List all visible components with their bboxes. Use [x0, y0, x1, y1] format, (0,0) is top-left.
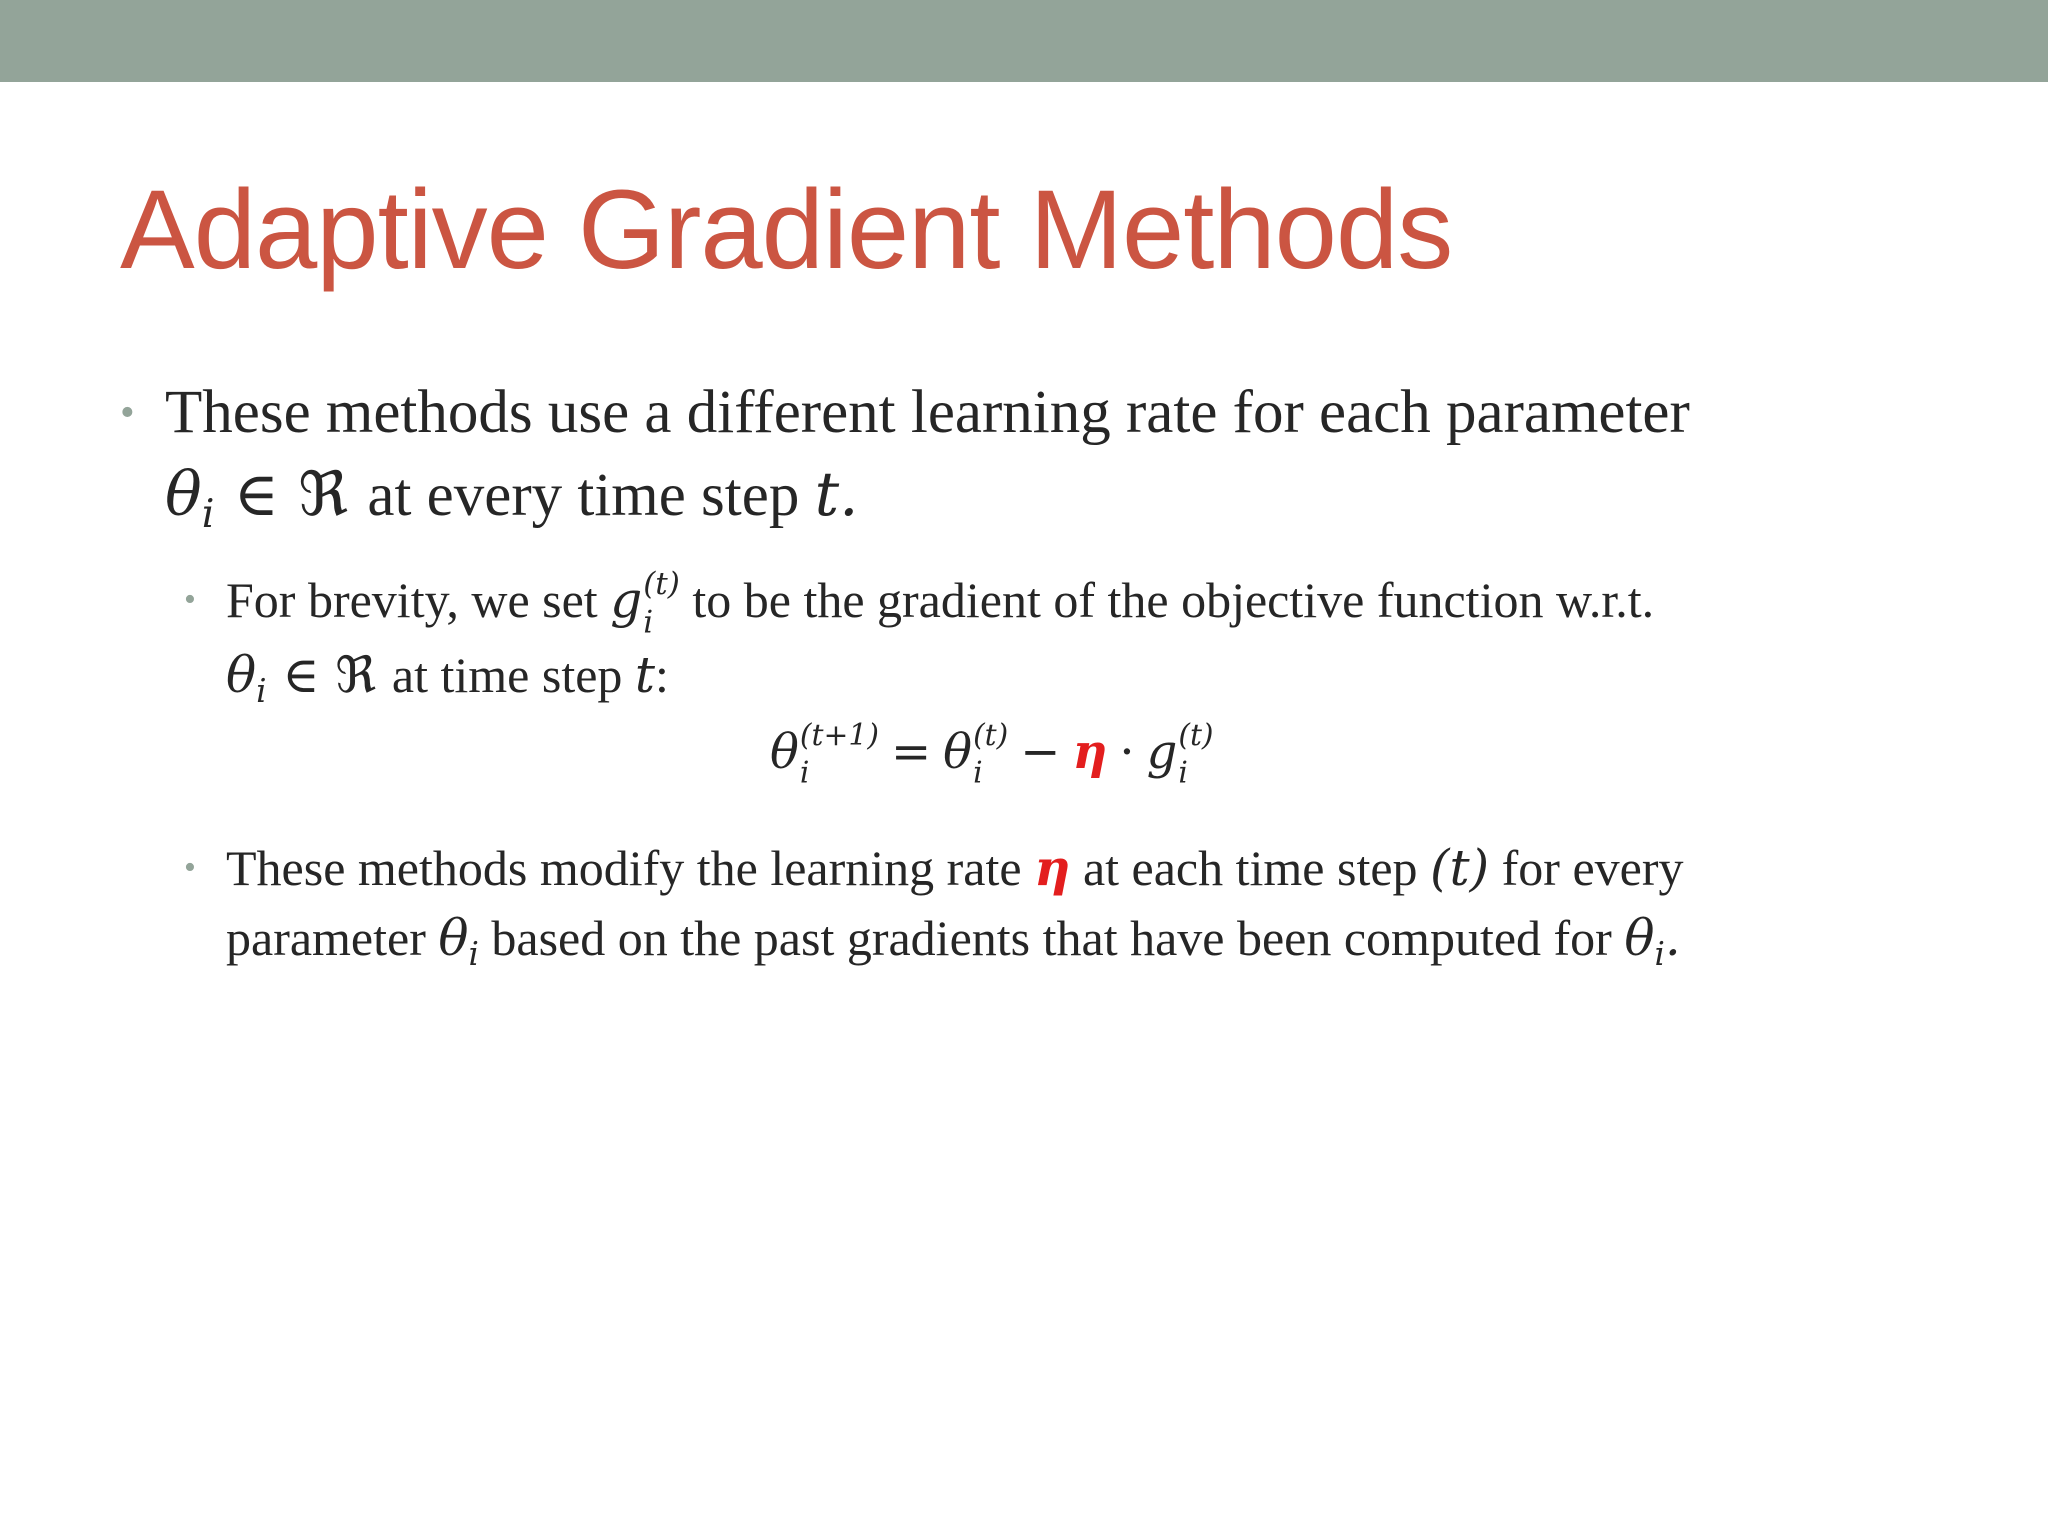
subscript-i: i — [643, 604, 654, 641]
subscript-i: i — [1178, 755, 1188, 791]
bullet-2-line-2 — [226, 640, 669, 726]
subscript-i: i — [201, 490, 215, 537]
time-variable-t: t — [814, 459, 840, 530]
bullet-3-text-a: These methods modify the learning rate — [226, 840, 1035, 896]
subscript-i: i — [468, 934, 479, 973]
bullet-3-line-2 — [226, 903, 1681, 989]
gradient-indices — [1178, 718, 1214, 791]
superscript-t: (t) — [973, 718, 1009, 754]
subscript-i: i — [1654, 934, 1665, 973]
theta-next-indices — [799, 718, 879, 791]
dot-operator: · — [1119, 724, 1135, 780]
bullet-3-line-1 — [226, 833, 1683, 903]
period: . — [1664, 909, 1681, 967]
slide-title: Adaptive Gradient Methods — [120, 167, 1453, 292]
bullet-1-line-2-text: at every time step — [367, 462, 815, 529]
element-of-reals: ∈ ℜ — [266, 646, 392, 704]
bullet-2-text-b: to be the gradient of the objective function w.r.t. — [679, 572, 1655, 628]
theta-symbol: θ — [438, 909, 469, 967]
bullet-dot-icon: • — [184, 581, 196, 618]
learning-rate-eta: η — [1072, 724, 1108, 780]
bullet-1-line-1: These methods use a different learning rate for each parameter — [165, 379, 1690, 446]
theta-symbol: θ — [770, 724, 799, 780]
superscript-t-plus-1: (t+1) — [799, 718, 879, 754]
bullet-2-text-c: at time step — [391, 647, 635, 703]
time-step-paren-t: (t) — [1430, 839, 1490, 897]
top-accent-bar — [0, 0, 2048, 82]
subscript-i: i — [973, 755, 983, 791]
colon: : — [655, 647, 669, 703]
superscript-t: (t) — [643, 565, 680, 602]
gradient-symbol-g: g — [610, 571, 643, 629]
theta-current-indices — [973, 718, 1009, 791]
bullet-2-line-1 — [226, 565, 1655, 641]
bullet-dot-icon: • — [120, 390, 135, 436]
subscript-i: i — [256, 671, 267, 710]
gradient-indices — [643, 565, 680, 641]
learning-rate-eta: η — [1034, 838, 1071, 897]
equals-sign: = — [890, 724, 932, 780]
element-of-reals: ∈ ℜ — [214, 459, 368, 530]
bullet-1-line-2 — [165, 454, 858, 555]
theta-symbol: θ — [226, 646, 257, 704]
theta-symbol: θ — [943, 724, 973, 780]
bullet-dot-icon: • — [184, 849, 196, 886]
time-variable-t: t — [634, 646, 655, 704]
superscript-t: (t) — [1178, 718, 1214, 754]
gradient-symbol-g: g — [1146, 724, 1178, 780]
bullet-3-text-e: based on the past gradients that have been computed for — [478, 910, 1625, 966]
bullet-3-text-d: parameter — [226, 910, 439, 966]
update-rule-equation — [770, 712, 1214, 793]
bullet-3-text-b: at each time step — [1070, 840, 1431, 896]
theta-symbol: θ — [165, 459, 202, 530]
bullet-2-text-a: For brevity, we set — [226, 572, 611, 628]
minus-sign: − — [1020, 724, 1061, 780]
period: . — [839, 459, 859, 530]
bullet-3-text-c: for every — [1489, 840, 1684, 896]
theta-symbol: θ — [1624, 909, 1655, 967]
subscript-i: i — [799, 755, 810, 791]
